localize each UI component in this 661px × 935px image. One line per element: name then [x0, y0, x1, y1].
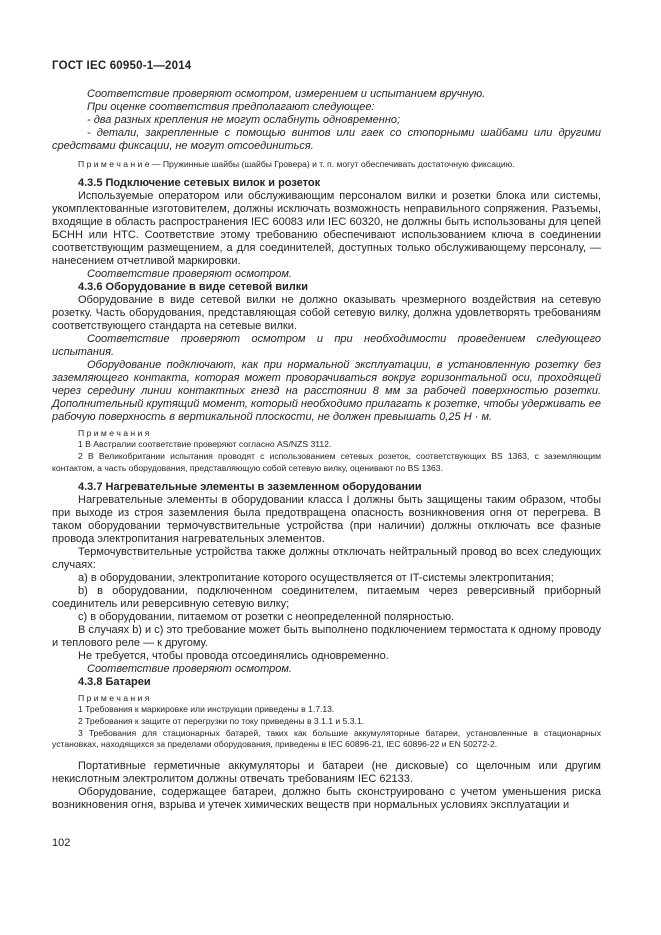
paragraph: При оценке соответствия предполагают следующее:: [87, 101, 375, 113]
paragraph: c) в оборудовании, питаемом от розетки с неопределенной полярностью.: [78, 610, 455, 623]
paragraph: Соответствие проверяют осмотром.: [87, 662, 292, 675]
section-heading: 4.3.5 Подключение сетевых вилок и розеток: [78, 176, 321, 189]
paragraph: 1 В Австралии соответствие проверяют согласно AS/NZS 3112.: [78, 439, 332, 450]
paragraph: b) в оборудовании, подключенном соединителем, питаемым через реверсивный приборный соединитель или реверсивную сетевую вилку;: [52, 584, 601, 610]
page-number: 102: [52, 837, 71, 849]
paragraph: Не требуется, чтобы провода отсоединялись одновременно.: [78, 649, 389, 662]
paragraph: Соответствие проверяют осмотром.: [87, 267, 292, 280]
document-header-title: ГОСТ IEC 60950-1—2014: [52, 60, 192, 72]
document-body: [52, 88, 601, 812]
paragraph: Оборудование подключают, как при нормальной эксплуатации, в установленную розетку без заземляющего контакта, которая может проворачиваться вокруг горизонтальной оси, проходящей через середину линии контактных гнезд на расстоянии 8 мм за рабочей поверхностью розетки. Дополнительный крутящий момент, который необходимо прилагать к розетке, чтобы удерживать ее рабочую поверхность в вертикальной плоскости, не должен превышать 0,25 Н · м.: [52, 358, 601, 423]
paragraph: Термочувствительные устройства также должны отключать нейтральный провод во всех следующих случаях:: [52, 545, 601, 571]
paragraph: Оборудование в виде сетевой вилки не должно оказывать чрезмерного воздействия на сетевую розетку. Часть оборудования, представляющая собой сетевую вилку, должна удовлетворять требованиям соответствующего стандарта на сетевые вилки.: [52, 293, 601, 332]
paragraph: Соответствие проверяют осмотром, измерением и испытанием вручную.: [87, 88, 486, 100]
paragraph: Соответствие проверяют осмотром и при необходимости проведением следующего испытания.: [52, 332, 601, 358]
paragraph: П р и м е ч а н и я: [78, 427, 150, 438]
paragraph: 3 Требования для стационарных батарей, таких как большие аккумуляторные батареи, установленные в стационарных установках, находящихся за пределами оборудования, приведены в IEC 60896-21, IEC 60896-22 и EN 50272-2.: [52, 727, 601, 750]
paragraph: Портативные герметичные аккумуляторы и батареи (не дисковые) со щелочным или другим некислотным электролитом должны отвечать требованиям IEC 62133.: [52, 760, 601, 786]
section-heading: 4.3.7 Нагревательные элементы в заземленном оборудовании: [78, 480, 422, 493]
paragraph: Оборудование, содержащее батареи, должно быть сконструировано с учетом уменьшения риска возникновения огня, взрыва и утечек химических веществ при нормальных условиях эксплуатации и: [52, 786, 601, 812]
paragraph: В случаях b) и c) это требование может быть выполнено подключением термостата к одному проводу и теплового реле — к другому.: [52, 623, 601, 649]
paragraph: a) в оборудовании, электропитание которого осуществляется от IT-системы электропитания;: [78, 571, 554, 584]
paragraph: - детали, закрепленные с помощью винтов или гаек со стопорными шайбами или другими средствами фиксации, не могут отсоединиться.: [52, 127, 601, 152]
paragraph: П р и м е ч а н и я: [78, 692, 150, 703]
paragraph: Используемые оператором или обслуживающим персоналом вилки и розетки блока или системы, укомплектованные изготовителем, должны исключать возможность неправильного сопряжения. Разъемы, входящие в область распространения IEC 60083 или IEC 60320, не должны быть использованы для цепей БСНН или НТС. Соответствие этому требованию обеспечивают использованием ключа в соединении соответствующим размещением, а для соединителей, доступных только обслуживающему персоналу, — нанесением отчетливой маркировки.: [52, 189, 601, 267]
paragraph: П р и м е ч а н и е — Пружинные шайбы (шайбы Гровера) и т. п. могут обеспечивать достаточную фиксацию.: [78, 159, 515, 169]
paragraph: 1 Требования к маркировке или инструкции приведены в 1.7.13.: [78, 704, 335, 715]
paragraph: 2 Требования к защите от перегрузки по току приведены в 3.1.1 и 5.3.1.: [78, 715, 365, 726]
paragraph: 2 В Великобритании испытания проводят с использованием сетевых розеток, соответствующих BS 1363, с заземляющим контактом, а часть оборудования, представляющую собой сетевую вилку, оценивают по BS 1363.: [52, 451, 601, 473]
section-heading: 4.3.8 Батареи: [78, 675, 151, 688]
paragraph: - два разных крепления не могут ослабнуть одновременно;: [87, 114, 401, 126]
section-heading: 4.3.6 Оборудование в виде сетевой вилки: [78, 280, 309, 293]
paragraph: Нагревательные элементы в оборудовании класса I должны быть защищены таким образом, чтобы при выходе из строя заземления была предотвращена опасность возникновения огня от перегрева. В таком оборудовании термочувствительные устройства (при наличии) должны отключать все фазные провода электропитания нагревательных элементов.: [52, 493, 601, 545]
